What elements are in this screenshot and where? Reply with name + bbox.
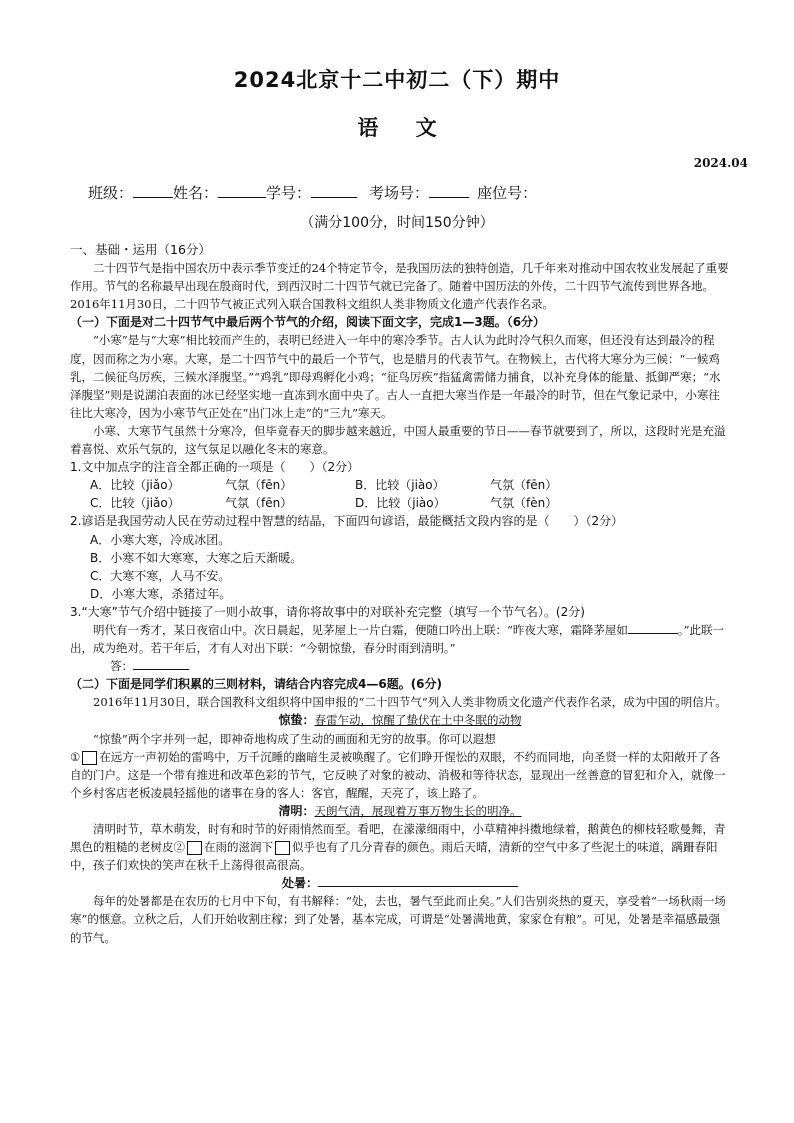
score-time-note: （满分100分，时间150分钟）: [300, 215, 494, 231]
blank-3-box[interactable]: [275, 841, 290, 855]
answer-label: 答：: [110, 659, 133, 674]
exam-room-field[interactable]: [429, 183, 469, 198]
qingming-title: 清明：: [278, 803, 315, 818]
student-id-field[interactable]: [311, 183, 357, 198]
question-2-option-b[interactable]: B．小寒不如大寒寒，大寒之后天渐暖。: [90, 550, 303, 565]
part1-heading: 一、基础・运用（16分）: [70, 242, 211, 257]
section1-paragraph-2: 小寒、大寒节气虽然十分寒冷，但毕竟春天的脚步越来越近，中国人最重要的节日——春节就要到了，所以，这段时光是充溢着喜悦、欢乐气氛的，这气氛足以融化冬末的寒意。: [70, 423, 726, 457]
option-c[interactable]: C．比较（jiǎo）: [90, 496, 180, 511]
jingzhe-subtitle: 春雷乍动，惊醒了蛰伏在土中冬眠的动物: [314, 713, 522, 728]
blank-1-marker: ①: [70, 749, 81, 764]
option-b-second: 气氛（fēn）: [490, 478, 558, 493]
qingming-title-line: [70, 802, 730, 820]
option-a[interactable]: A．比较（jiǎo）: [90, 478, 180, 493]
question-2-option-c[interactable]: C．大寒不寒，人马不安。: [90, 568, 231, 583]
jingzhe-title-line: [70, 711, 730, 729]
chushu-title-line: [70, 874, 730, 892]
student-info-line: [88, 182, 537, 203]
chushu-title: 处暑：: [281, 876, 318, 891]
question-3-story: [70, 621, 730, 657]
section1-paragraph-1: “小寒”是与“大寒”相比较而产生的，表明已经进入一年中的寒冷季节。古人认为此时冷气积久而寒，但还没有达到最冷的程度，因而称之为小寒。大寒，是二十四节气中的最后一个节气，也是腊月的代表节气。在物候上，古代将大寒分为三候：“一候鸡乳，二候征鸟厉疾，三候水泽腹坚。”“鸡乳”即母鸡孵化小鸡；“征鸟厉疾”指猛禽需储力捕食，以补充身体的能量、抵御严寒；“水泽腹坚”则是说湖泊表面的冰已经坚实地一直冻到水面中央了。古人一直把大寒当作是一年最冷的时节，但在气象记录中，小寒往往比大寒冷，因为小寒节气正处在“出门冰上走”的“三九”寒天。: [70, 333, 721, 420]
question-1-stem: 1.文中加点字的注音全都正确的一项是（ ）（2分）: [70, 460, 360, 475]
chushu-paragraph: 每年的处暑都是在农历的七月中下旬，有书解释：“处，去也，暑气至此而止矣。”人们告别炎热的夏天，享受着“一场秋雨一场寒”的惬意。立秋之后，人们开始收割庄稼；到了处暑，基本完成，可谓是“处暑满地黄，家家仓有粮”。可见，处暑是幸福感最强的节气。: [70, 894, 726, 945]
answer-line[interactable]: [133, 657, 189, 670]
name-field[interactable]: [218, 183, 266, 198]
qingming-text-a: 清明时节，草木萌发，时有和时节的好雨悄然而至。看吧，在濛濛细雨中，小草精神抖擞地绿着，鹅黄色的柳枝轻歌曼舞，青黑色的粗糙的老树皮②: [70, 822, 726, 855]
option-d[interactable]: D．比较（jiào）: [355, 496, 446, 511]
story-text-after: 。”此联一出，成为绝对。若干年后，才有人对出下联：“今朝惊蛰，春分时雨到清明。”: [70, 622, 725, 656]
exam-title: 2024北京十二中初二（下）期中: [233, 68, 561, 92]
jingzhe-paragraph-2-text: 在远方一声初始的雷鸣中，万千沉睡的幽暗生灵被唤醒了。它们睁开惺忪的双眼，不约而同地，向圣贤一样的太阳敞开了各自的门户。这是一个带有推进和改革色彩的节气，它反映了对象的被动、消极和等待状态，显现出一丝善意的冒犯和介入，就像一个乡村客店老板凌晨轻摇他的诸事在身的客人：客官，醒醒，天亮了，该上路了。: [70, 749, 726, 800]
question-2-stem: 2.谚语是我国劳动人民在劳动过程中智慧的结晶，下面四句谚语，最能概括文段内容的是（ ）（2分）: [70, 514, 624, 529]
part1-intro: 二十四节气是指中国农历中表示季节变迁的24个特定节令，是我国历法的独特创造，几千年来对推动中国农牧业发展起了重要作用。节气的名称最早出现在殷商时代，到西汉时二十四节气就已完备了。随着中国历法的外传，二十四节气流传到世界各地。2016年11月30日，二十四节气被正式列入联合国教科文组织人类非物质文化遗产代表作名录。: [70, 261, 729, 312]
student-id-label: 学号：: [266, 184, 312, 202]
seat-label: 座位号：: [477, 184, 538, 202]
exam-room-label: 考场号：: [369, 184, 430, 202]
section2-heading: （二）下面是同学们积累的三则材料，请结合内容完成4—6题。(6分): [70, 677, 443, 692]
section2-intro: 2016年11月30日，联合国教科文组织将中国申报的“二十四节气”列入人类非物质文化遗产代表作名录，成为中国的明信片。: [93, 695, 727, 710]
chushu-subtitle-blank[interactable]: [318, 874, 518, 887]
jingzhe-paragraph-1: “惊蛰”两个字并列一起，即神奇地构成了生动的画面和无穷的故事。你可以遐想: [93, 731, 496, 746]
exam-content: [70, 241, 730, 947]
question-1-options-row-2: [70, 494, 730, 512]
qingming-paragraph: [70, 820, 730, 874]
name-label: 姓名：: [173, 184, 219, 202]
jingzhe-paragraph-2: [70, 748, 730, 802]
question-2-option-d[interactable]: D．小寒大寒，杀猪过年。: [90, 586, 232, 601]
question-3-stem: 3.“大寒”节气介绍中链接了一则小故事，请你将故事中的对联补充完整（填写一个节气名）。(2分): [70, 604, 585, 619]
option-b[interactable]: B．比较（jiào）: [355, 478, 445, 493]
class-label: 班级：: [88, 184, 134, 202]
option-a-second: 气氛（fēn）: [225, 478, 293, 493]
question-1-options-row-1: [70, 476, 730, 494]
exam-date: 2024.04: [693, 156, 748, 170]
question-2-option-a[interactable]: A．小寒大寒，冷成冰团。: [90, 532, 231, 547]
section1-heading: （一）下面是对二十四节气中最后两个节气的介绍，阅读下面文字，完成1—3题。（6分）: [70, 315, 546, 330]
option-c-second: 气氛（fēn）: [225, 496, 293, 511]
couplet-blank[interactable]: [628, 621, 678, 634]
blank-1-box[interactable]: [82, 751, 97, 765]
qingming-subtitle: 天朗气清，展现着万事万物生长的明净。: [314, 803, 522, 818]
qingming-text-c: 似乎也有了几分青春的颜色。雨后天晴，清新的空气中多了些泥土的味道，蹒跚春阳中，孩子们欢快的笑声在秋千上荡得很高很高。: [70, 840, 718, 873]
option-d-second: 气氛（fèn）: [490, 496, 558, 511]
story-text-before: 明代有一秀才，某日夜宿山中。次日晨起，见茅屋上一片白霜，便随口吟出上联：“昨夜大寒，霜降茅屋如: [93, 622, 628, 637]
jingzhe-title: 惊蛰：: [278, 713, 315, 728]
qingming-text-b: 在雨的滋润下: [204, 840, 273, 855]
question-3-answer: [70, 657, 730, 675]
class-field[interactable]: [133, 183, 173, 198]
blank-2-box[interactable]: [187, 841, 202, 855]
subject-title: 语 文: [357, 116, 437, 140]
